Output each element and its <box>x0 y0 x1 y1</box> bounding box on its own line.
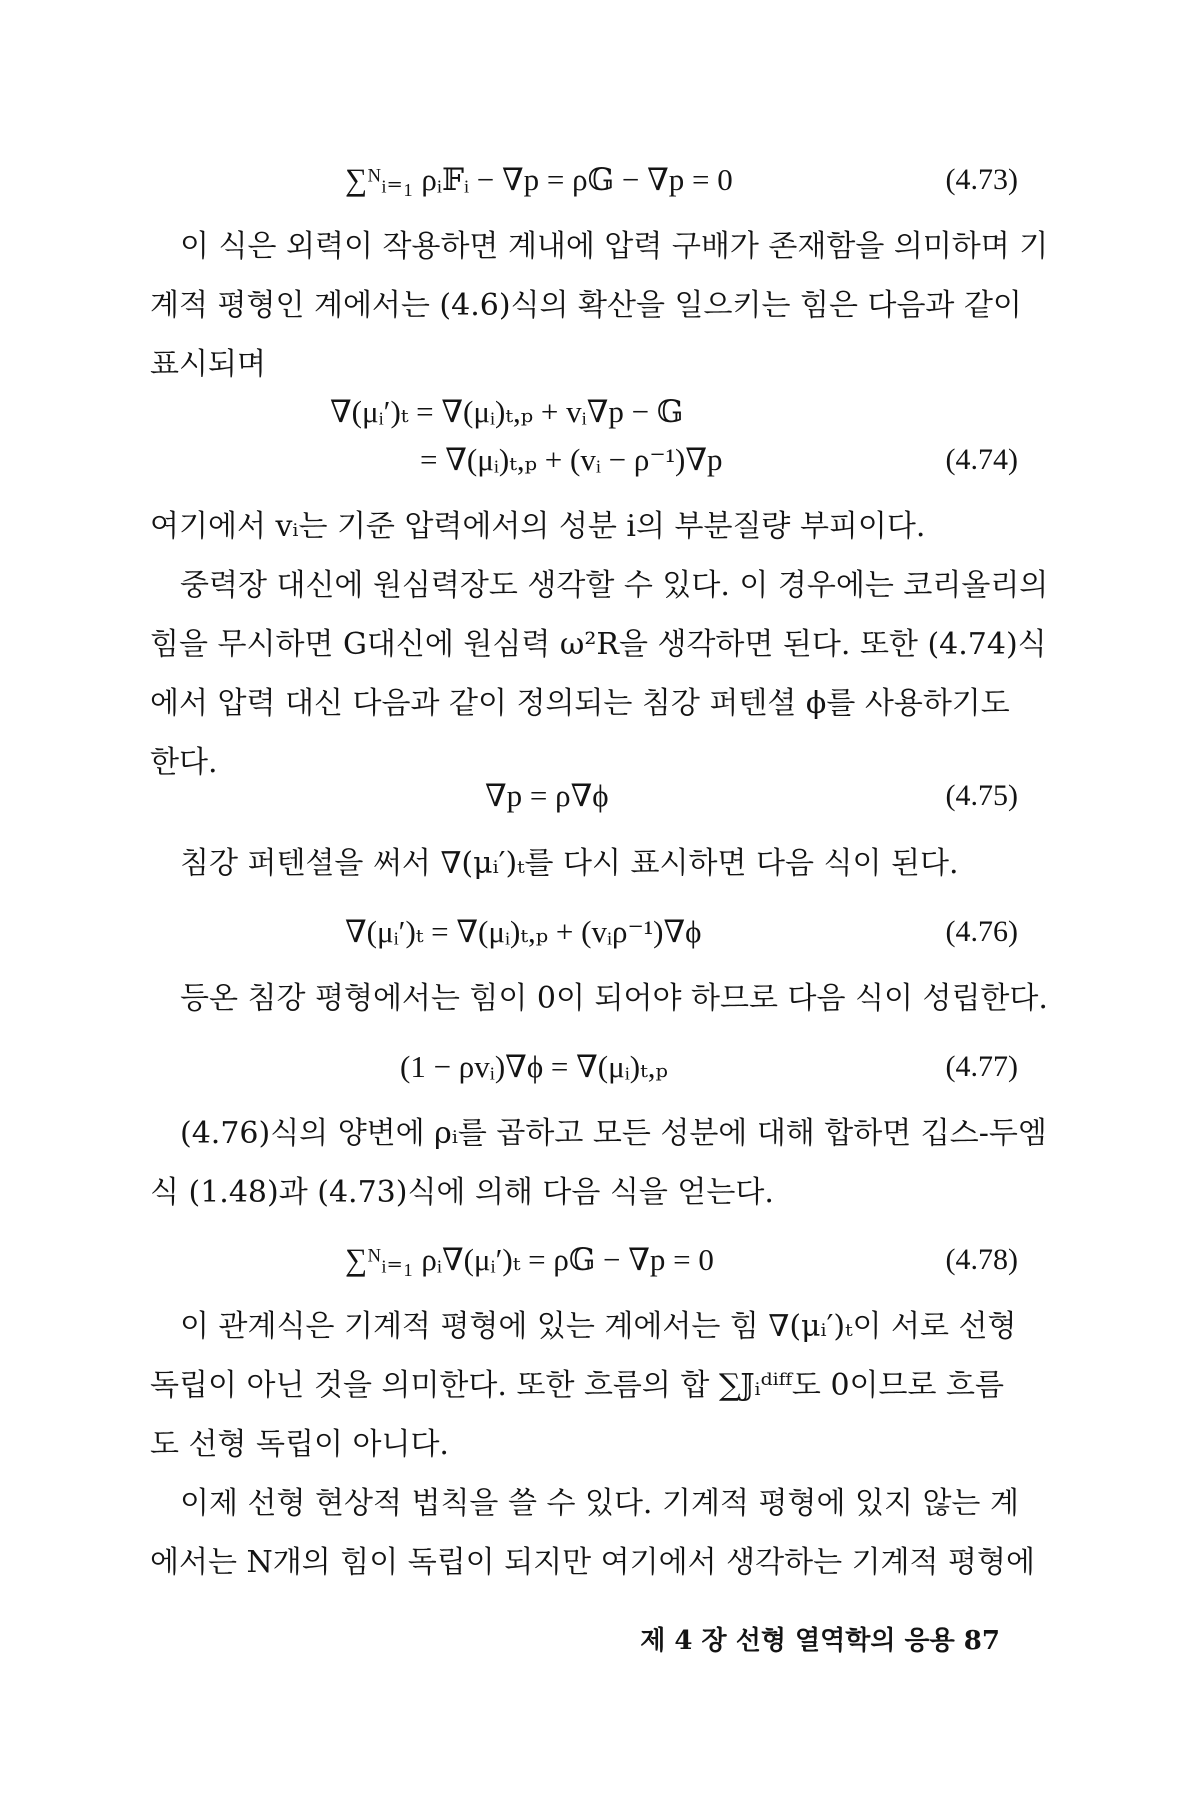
equation-4-78: ∑ᴺᵢ₌₁ ρᵢ∇(μᵢ′)ₜ = ρ𝔾 − ∇p = 0 <box>345 1242 714 1277</box>
equation-4-73: ∑ᴺᵢ₌₁ ρᵢ𝔽ᵢ − ∇p = ρ𝔾 − ∇p = 0 <box>345 162 733 197</box>
equation-number: (4.74) <box>945 443 1018 476</box>
text-line: 도 선형 독립이 아니다. <box>150 1427 449 1462</box>
text-line: 중력장 대신에 원심력장도 생각할 수 있다. 이 경우에는 코리올리의 <box>180 568 1049 603</box>
equation-4-77: (1 − ρvᵢ)∇ϕ = ∇(μᵢ)ₜ,ₚ <box>400 1049 668 1084</box>
paragraph <box>150 1474 1035 1592</box>
text-line: 에서 압력 대신 다음과 같이 정의되는 침강 퍼텐셜 ϕ를 사용하기도 <box>150 686 1010 721</box>
equation-4-76: ∇(μᵢ′)ₜ = ∇(μᵢ)ₜ,ₚ + (vᵢρ⁻¹)∇ϕ <box>345 914 702 949</box>
equation-4-75: ∇p = ρ∇ϕ <box>485 778 609 813</box>
text-line: 이 관계식은 기계적 평형에 있는 계에서는 힘 ∇(μᵢ′)ₜ이 서로 선형 <box>180 1309 1017 1344</box>
text-line: 계적 평형인 계에서는 (4.6)식의 확산을 일으키는 힘은 다음과 같이 <box>150 288 1022 323</box>
text-line: 식 (1.48)과 (4.73)식에 의해 다음 식을 얻는다. <box>150 1175 774 1210</box>
equation-number: (4.73) <box>945 163 1018 196</box>
paragraph <box>150 217 1049 394</box>
equation-number: (4.78) <box>945 1243 1018 1276</box>
text-line: 독립이 아닌 것을 의미한다. 또한 흐름의 합 ∑𝕁ᵢᵈⁱᶠᶠ도 0이므로 흐름 <box>150 1368 1004 1403</box>
equation-4-74-line1: ∇(μᵢ′)ₜ = ∇(μᵢ)ₜ,ₚ + vᵢ∇p − 𝔾 <box>330 394 684 429</box>
text-line: 힘을 무시하면 G대신에 원심력 ω²R을 생각하면 된다. 또한 (4.74)식 <box>150 627 1047 662</box>
paragraph <box>150 1104 1047 1222</box>
equation-4-74-line2: = ∇(μᵢ)ₜ,ₚ + (vᵢ − ρ⁻¹)∇p <box>420 442 723 477</box>
paragraph <box>150 556 1049 792</box>
text-line: 이제 선형 현상적 법칙을 쓸 수 있다. 기계적 평형에 있지 않는 계 <box>180 1486 1019 1521</box>
text-line: 침강 퍼텐셜을 써서 ∇(μᵢ′)ₜ를 다시 표시하면 다음 식이 된다. <box>180 846 959 881</box>
text-line: 여기에서 vᵢ는 기준 압력에서의 성분 i의 부분질량 부피이다. <box>150 509 926 544</box>
text-line: 표시되며 <box>150 347 266 382</box>
equation-number: (4.75) <box>945 779 1018 812</box>
paragraph <box>150 497 1020 556</box>
equation-number: (4.77) <box>945 1050 1018 1083</box>
text-line: 이 식은 외력이 작용하면 계내에 압력 구배가 존재함을 의미하며 기 <box>180 229 1049 264</box>
page-footer: 제 4 장 선형 열역학의 응용 87 <box>640 1626 1000 1656</box>
text-line: 한다. <box>150 745 218 780</box>
text-line: 에서는 N개의 힘이 독립이 되지만 여기에서 생각하는 기계적 평형에 <box>150 1545 1035 1580</box>
paragraph <box>150 1297 1020 1474</box>
equation-number: (4.76) <box>945 915 1018 948</box>
paragraph <box>150 834 1020 893</box>
text-line: 등온 침강 평형에서는 힘이 0이 되어야 하므로 다음 식이 성립한다. <box>180 981 1048 1016</box>
paragraph <box>150 969 1048 1028</box>
text-line: (4.76)식의 양변에 ρᵢ를 곱하고 모든 성분에 대해 합하면 깁스-두엠 <box>180 1116 1047 1151</box>
